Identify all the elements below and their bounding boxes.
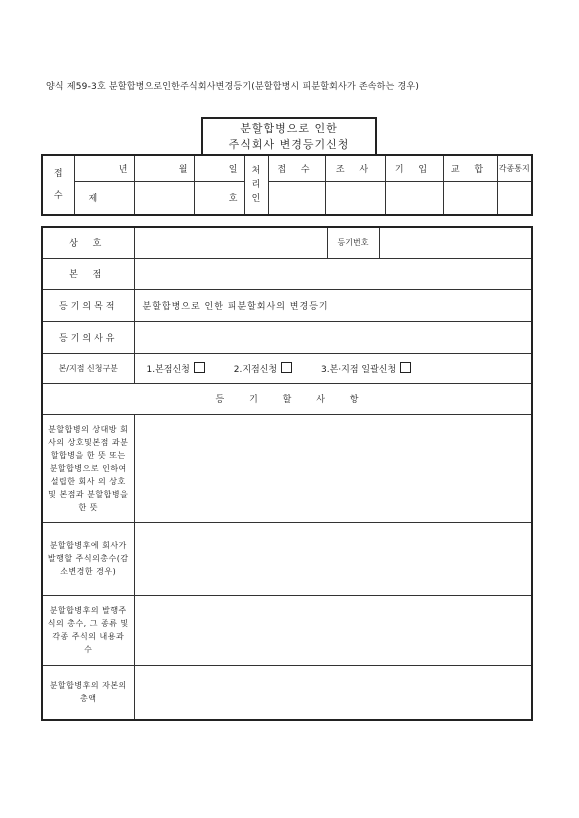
form-title-line1: 분할합병으로 인한 [240,122,338,135]
receipt-table [41,154,533,216]
item-issued-shares-label: 분할합병후의 발행주식의 총수, 그 종류 및 각종 주식의 내용과 수 [42,595,134,665]
purpose-value: 분할합병으로 인한 피분할회사의 변경등기 [134,289,532,321]
application-table [41,226,533,721]
reason-label: 등기의사유 [42,321,134,353]
header-receipt: 접 수 [268,155,325,181]
receipt-number-suffix: 호 [194,181,244,215]
receipt-number-blank[interactable] [134,181,194,215]
receipt-day-label: 일 [194,155,244,181]
branch-type-options [134,353,532,383]
receipt-month-label: 월 [134,155,194,181]
form-title-line2: 주식회사 변경등기신청 [228,138,350,151]
header-collation: 교 합 [443,155,497,181]
head-office-checkbox[interactable] [194,362,205,373]
item-merger-counterparty-label: 분할합병의 상대방 회사의 상호및본점 과분할합병을 한 뜻 또는 분할합병으로 인하여 설립한 회사 의 상호 및 본점과 분할합병을 한 뜻 [42,414,134,522]
receipt-year-label: 년 [74,155,134,181]
item-authorized-shares-field[interactable] [134,522,532,595]
item-capital-label: 분할합병후의 자본의 총액 [42,665,134,720]
trade-name-field[interactable] [134,227,327,258]
item-issued-shares-field[interactable] [134,595,532,665]
receipt-number-prefix: 제 [74,181,134,215]
header-notices: 각종통지 [497,155,532,181]
option-branch[interactable] [234,362,292,375]
header-review: 조 사 [325,155,385,181]
option-head-office[interactable] [147,362,205,375]
form-caption: 양식 제59-3호 분할합병으로인한주식회사변경등기(분할합병시 피분할회사가 존속하는 경우) [46,82,420,92]
branch-type-label: 본/지점 신청구분 [42,353,134,383]
receipt-label: 접 수 [42,155,74,215]
reg-no-field[interactable] [379,227,532,258]
branch-checkbox[interactable] [281,362,292,373]
head-office-field[interactable] [134,258,532,289]
form-title [201,117,377,154]
item-capital-field[interactable] [134,665,532,720]
receipt-stamp-cell[interactable] [268,181,325,215]
matters-header: 등 기 할 사 항 [42,383,532,414]
option-batch-label: 3.본·지점 일괄신청 [321,364,397,375]
reg-no-label: 등기번호 [327,227,379,258]
batch-checkbox[interactable] [400,362,411,373]
header-entry: 기 입 [385,155,443,181]
purpose-label: 등기의목적 [42,289,134,321]
review-stamp-cell[interactable] [325,181,385,215]
option-batch[interactable] [321,362,411,375]
entry-stamp-cell[interactable] [385,181,443,215]
head-office-label: 본 점 [42,258,134,289]
item-authorized-shares-label: 분할합병후에 회사가 발행할 주식의총수(감소변경한 경우) [42,522,134,595]
processor-label: 처 리 인 [244,155,268,215]
item-merger-counterparty-field[interactable] [134,414,532,522]
option-head-office-label: 1.본점신청 [146,364,190,375]
notices-stamp-cell[interactable] [497,181,532,215]
reason-field[interactable] [134,321,532,353]
option-branch-label: 2.지점신청 [233,364,278,375]
trade-name-label: 상 호 [42,227,134,258]
collation-stamp-cell[interactable] [443,181,497,215]
